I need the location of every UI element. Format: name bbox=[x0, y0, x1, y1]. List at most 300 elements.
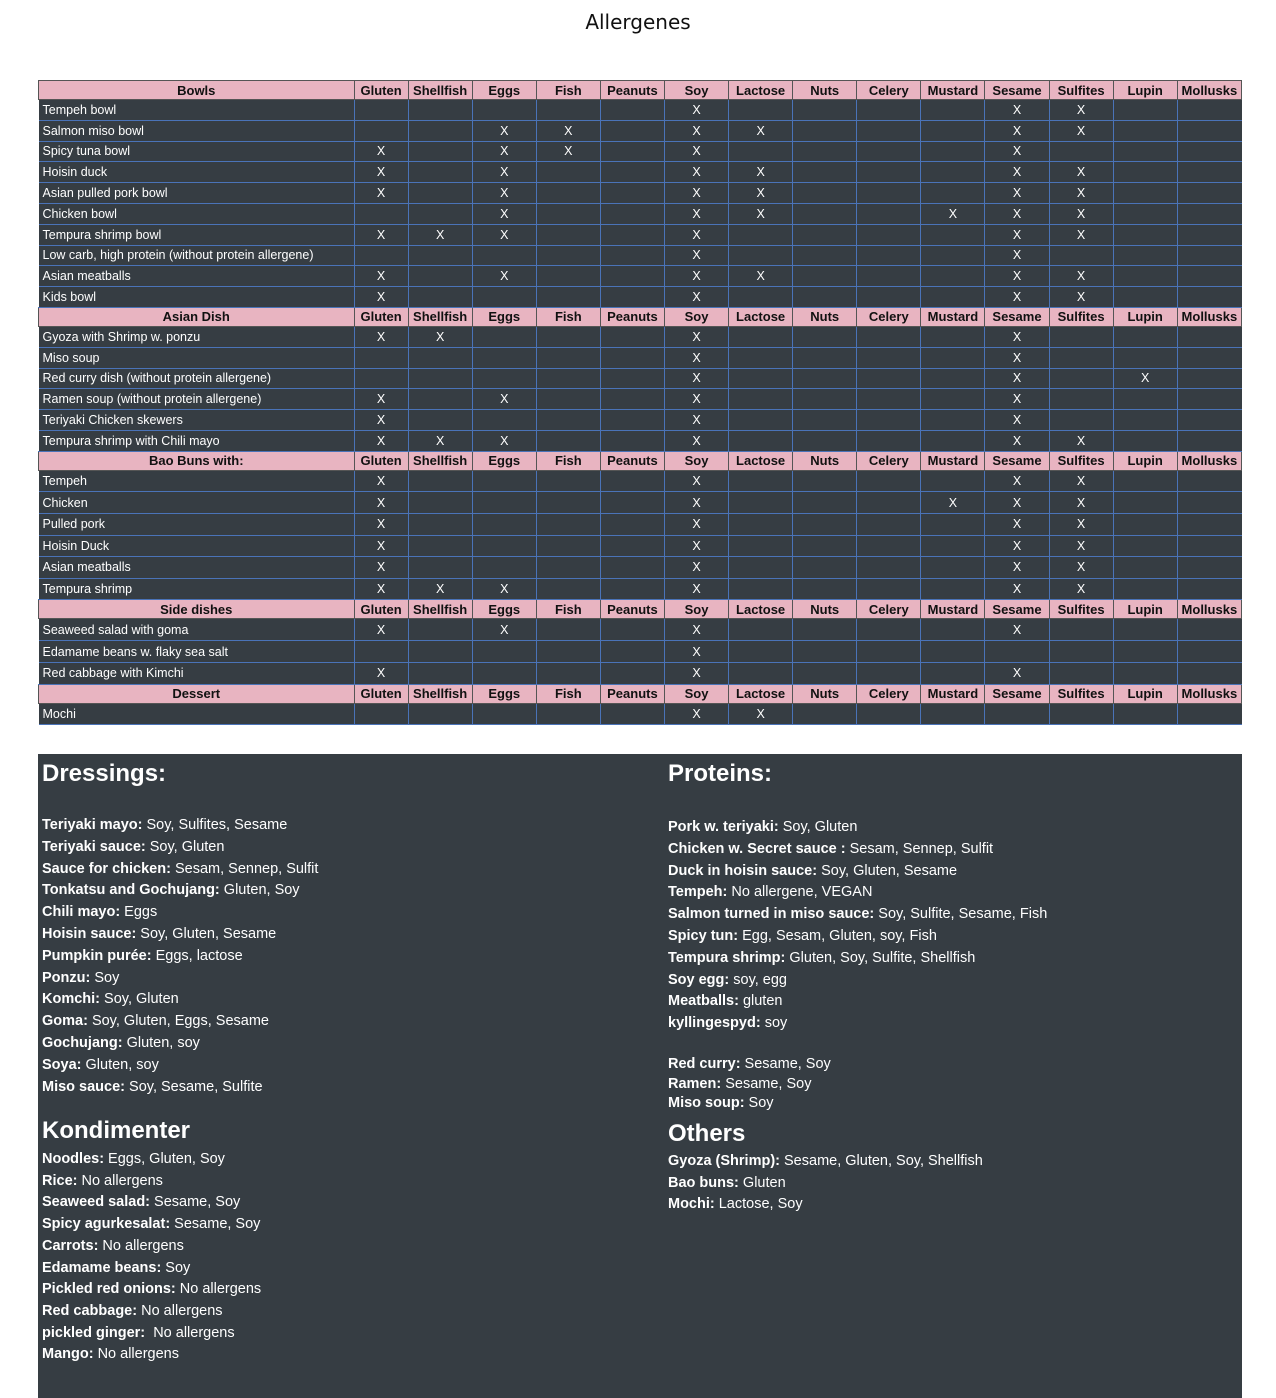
allergen-cell bbox=[793, 368, 857, 389]
allergen-column-header: Fish bbox=[536, 684, 600, 703]
allergen-cell bbox=[536, 245, 600, 266]
protein-extra-item bbox=[668, 1055, 831, 1073]
allergen-cell bbox=[921, 368, 985, 389]
allergen-cell bbox=[536, 347, 600, 368]
item-allergens: Eggs bbox=[120, 904, 158, 921]
allergen-cell bbox=[408, 641, 472, 663]
allergen-cell bbox=[857, 347, 921, 368]
item-label: Soy egg: bbox=[668, 971, 730, 988]
section-title: Dessert bbox=[39, 684, 355, 703]
table-row bbox=[39, 368, 1242, 389]
allergen-cell bbox=[921, 470, 985, 492]
allergen-cell bbox=[600, 203, 664, 224]
allergen-cell bbox=[793, 619, 857, 641]
allergen-cell: X bbox=[985, 368, 1049, 389]
allergen-cell bbox=[857, 162, 921, 183]
allergen-column-header: Mollusks bbox=[1177, 307, 1241, 326]
allergen-cell: X bbox=[354, 513, 408, 535]
allergen-cell bbox=[1049, 703, 1113, 725]
allergen-cell bbox=[1113, 619, 1177, 641]
item-label: Chicken w. Secret sauce : bbox=[668, 840, 846, 857]
allergen-cell bbox=[1177, 619, 1241, 641]
allergen-cell bbox=[1049, 410, 1113, 431]
allergen-column-header: Sulfites bbox=[1049, 451, 1113, 470]
allergen-cell bbox=[1177, 389, 1241, 410]
allergen-cell bbox=[793, 557, 857, 579]
allergen-cell: X bbox=[354, 430, 408, 451]
allergen-cell bbox=[472, 368, 536, 389]
allergen-cell bbox=[408, 492, 472, 514]
allergen-cell bbox=[408, 389, 472, 410]
allergen-cell bbox=[472, 347, 536, 368]
allergen-cell bbox=[536, 703, 600, 725]
allergen-column-header: Shellfish bbox=[408, 307, 472, 326]
allergen-column-header: Lactose bbox=[729, 81, 793, 100]
item-allergens: Gluten, Soy bbox=[219, 882, 300, 899]
dish-name: Kids bowl bbox=[39, 287, 355, 308]
allergen-cell bbox=[536, 100, 600, 121]
allergen-cell bbox=[729, 389, 793, 410]
allergen-cell: X bbox=[985, 120, 1049, 141]
allergen-column-header: Sulfites bbox=[1049, 600, 1113, 619]
allergen-cell bbox=[536, 183, 600, 204]
allergen-cell: X bbox=[354, 266, 408, 287]
allergen-column-header: Lupin bbox=[1113, 451, 1177, 470]
item-label: Duck in hoisin sauce: bbox=[668, 862, 818, 879]
allergen-cell: X bbox=[472, 619, 536, 641]
allergen-cell bbox=[793, 183, 857, 204]
kondiment-item bbox=[42, 1237, 184, 1255]
allergen-cell: X bbox=[354, 619, 408, 641]
protein-item bbox=[668, 992, 782, 1010]
allergen-cell bbox=[408, 535, 472, 557]
allergen-cell bbox=[1177, 430, 1241, 451]
allergen-cell bbox=[600, 703, 664, 725]
item-allergens: No allergens bbox=[137, 1302, 223, 1319]
table-row bbox=[39, 535, 1242, 557]
allergen-column-header: Lactose bbox=[729, 600, 793, 619]
allergen-column-header: Sulfites bbox=[1049, 684, 1113, 703]
allergen-cell: X bbox=[1049, 557, 1113, 579]
allergen-cell bbox=[472, 492, 536, 514]
allergen-column-header: Soy bbox=[664, 600, 728, 619]
allergen-cell bbox=[921, 619, 985, 641]
table-row bbox=[39, 287, 1242, 308]
allergen-cell bbox=[472, 100, 536, 121]
allergen-cell bbox=[1177, 326, 1241, 347]
allergen-column-header: Mustard bbox=[921, 307, 985, 326]
section-title: Side dishes bbox=[39, 600, 355, 619]
allergen-cell: X bbox=[729, 162, 793, 183]
dressing-item bbox=[42, 947, 243, 965]
item-label: Tempeh: bbox=[668, 884, 728, 901]
allergen-cell bbox=[472, 557, 536, 579]
allergen-column-header: Lupin bbox=[1113, 684, 1177, 703]
section-title: Bao Buns with: bbox=[39, 451, 355, 470]
allergen-column-header: Mollusks bbox=[1177, 81, 1241, 100]
protein-item bbox=[668, 862, 957, 880]
allergen-cell bbox=[793, 492, 857, 514]
allergen-cell bbox=[1177, 141, 1241, 162]
kondiment-item bbox=[42, 1345, 179, 1363]
allergen-cell bbox=[408, 662, 472, 684]
allergen-cell: X bbox=[664, 535, 728, 557]
protein-item bbox=[668, 971, 787, 989]
allergen-cell bbox=[729, 368, 793, 389]
dressing-item bbox=[42, 1056, 159, 1074]
item-allergens: Soy bbox=[90, 969, 120, 986]
allergen-cell: X bbox=[354, 662, 408, 684]
allergen-cell bbox=[921, 224, 985, 245]
item-label: Spicy tun: bbox=[668, 928, 739, 944]
item-allergens: Eggs, Gluten, Soy bbox=[104, 1151, 225, 1167]
item-label: Teriyaki mayo: bbox=[42, 817, 143, 833]
allergen-cell bbox=[1113, 662, 1177, 684]
allergen-cell bbox=[600, 326, 664, 347]
item-allergens: Gluten, soy bbox=[122, 1035, 200, 1051]
allergen-cell bbox=[793, 535, 857, 557]
allergen-cell bbox=[1177, 287, 1241, 308]
allergen-cell bbox=[857, 368, 921, 389]
item-label: Soya: bbox=[42, 1056, 82, 1073]
kondiment-item bbox=[42, 1172, 163, 1190]
allergen-cell bbox=[1177, 347, 1241, 368]
dish-name: Spicy tuna bowl bbox=[39, 141, 355, 162]
allergen-cell bbox=[408, 162, 472, 183]
allergen-cell bbox=[1113, 492, 1177, 514]
allergen-cell bbox=[1113, 535, 1177, 557]
allergen-column-header: Fish bbox=[536, 81, 600, 100]
allergen-cell bbox=[921, 703, 985, 725]
allergen-cell bbox=[1049, 619, 1113, 641]
allergen-cell bbox=[1113, 557, 1177, 579]
allergen-cell: X bbox=[536, 141, 600, 162]
allergen-cell bbox=[1049, 326, 1113, 347]
allergen-cell: X bbox=[1049, 100, 1113, 121]
allergen-cell: X bbox=[354, 492, 408, 514]
allergen-info-panel bbox=[38, 754, 1242, 1398]
allergen-cell bbox=[600, 245, 664, 266]
allergen-cell: X bbox=[664, 120, 728, 141]
allergen-cell bbox=[1049, 368, 1113, 389]
allergen-cell bbox=[857, 662, 921, 684]
table-row bbox=[39, 162, 1242, 183]
dish-name: Mochi bbox=[39, 703, 355, 725]
allergen-cell bbox=[1177, 120, 1241, 141]
allergen-cell bbox=[1113, 326, 1177, 347]
item-allergens: gluten bbox=[738, 993, 783, 1010]
allergen-column-header: Soy bbox=[664, 81, 728, 100]
allergen-cell bbox=[1177, 662, 1241, 684]
allergen-column-header: Shellfish bbox=[408, 81, 472, 100]
allergen-column-header: Celery bbox=[857, 81, 921, 100]
allergen-cell bbox=[793, 203, 857, 224]
item-label: Ramen: bbox=[668, 1075, 722, 1092]
allergen-column-header: Peanuts bbox=[600, 684, 664, 703]
allergen-cell bbox=[472, 662, 536, 684]
allergen-cell: X bbox=[472, 578, 536, 600]
allergen-cell bbox=[985, 641, 1049, 663]
allergen-cell: X bbox=[985, 245, 1049, 266]
allergen-cell: X bbox=[354, 410, 408, 431]
allergen-column-header: Eggs bbox=[472, 307, 536, 326]
allergen-cell: X bbox=[664, 492, 728, 514]
kondiment-item bbox=[42, 1215, 260, 1233]
allergen-cell: X bbox=[472, 224, 536, 245]
allergen-cell bbox=[857, 619, 921, 641]
allergen-cell bbox=[921, 410, 985, 431]
allergen-cell: X bbox=[1049, 470, 1113, 492]
allergen-cell: X bbox=[1049, 492, 1113, 514]
allergen-cell bbox=[1113, 245, 1177, 266]
dish-name: Red curry dish (without protein allergene) bbox=[39, 368, 355, 389]
allergen-cell bbox=[1177, 203, 1241, 224]
allergen-cell bbox=[857, 120, 921, 141]
allergen-column-header: Peanuts bbox=[600, 451, 664, 470]
allergen-cell bbox=[1113, 287, 1177, 308]
item-label: Pickled red onions: bbox=[42, 1281, 176, 1298]
section-title: Bowls bbox=[39, 81, 355, 100]
item-allergens: Soy bbox=[161, 1259, 191, 1276]
allergen-cell bbox=[600, 162, 664, 183]
item-allergens: Soy, Gluten, Eggs, Sesame bbox=[87, 1013, 269, 1030]
allergen-column-header: Lactose bbox=[729, 451, 793, 470]
dressing-item bbox=[42, 903, 157, 921]
item-label: kyllingespyd: bbox=[668, 1015, 761, 1032]
allergen-cell: X bbox=[354, 141, 408, 162]
item-allergens: Gluten, soy bbox=[81, 1056, 159, 1073]
allergen-column-header: Lupin bbox=[1113, 307, 1177, 326]
item-label: Mochi: bbox=[668, 1196, 715, 1212]
allergen-cell bbox=[354, 100, 408, 121]
dish-name: Low carb, high protein (without protein allergene) bbox=[39, 245, 355, 266]
dish-name: Hoisin Duck bbox=[39, 535, 355, 557]
item-allergens: Sesame, Soy bbox=[721, 1075, 812, 1092]
allergen-cell: X bbox=[664, 245, 728, 266]
allergen-cell bbox=[793, 245, 857, 266]
allergen-cell bbox=[729, 662, 793, 684]
allergen-cell bbox=[536, 430, 600, 451]
allergen-cell bbox=[472, 535, 536, 557]
allergen-cell bbox=[729, 347, 793, 368]
other-item bbox=[668, 1152, 983, 1170]
allergen-column-header: Mustard bbox=[921, 451, 985, 470]
allergen-cell: X bbox=[1049, 578, 1113, 600]
allergen-cell bbox=[921, 662, 985, 684]
allergen-cell bbox=[729, 513, 793, 535]
allergen-cell bbox=[600, 470, 664, 492]
allergen-cell: X bbox=[664, 183, 728, 204]
allergen-cell bbox=[1177, 535, 1241, 557]
allergen-cell bbox=[793, 224, 857, 245]
allergen-cell bbox=[600, 662, 664, 684]
allergen-column-header: Mollusks bbox=[1177, 684, 1241, 703]
allergen-cell: X bbox=[664, 224, 728, 245]
allergen-cell: X bbox=[664, 287, 728, 308]
dressings-title: Dressings: bbox=[42, 760, 167, 787]
allergen-column-header: Eggs bbox=[472, 451, 536, 470]
item-allergens: Gluten bbox=[738, 1174, 786, 1191]
allergen-cell: X bbox=[1049, 120, 1113, 141]
allergen-column-header: Eggs bbox=[472, 600, 536, 619]
item-allergens: Soy, Gluten, Sesame bbox=[817, 862, 958, 879]
allergen-column-header: Soy bbox=[664, 684, 728, 703]
item-allergens: Soy, Sesame, Sulfite bbox=[125, 1078, 263, 1095]
allergen-cell bbox=[921, 120, 985, 141]
allergen-column-header: Fish bbox=[536, 600, 600, 619]
allergen-cell: X bbox=[985, 513, 1049, 535]
allergen-cell: X bbox=[664, 470, 728, 492]
allergen-cell bbox=[600, 535, 664, 557]
dressing-item bbox=[42, 1034, 200, 1052]
allergen-cell: X bbox=[985, 557, 1049, 579]
allergen-cell bbox=[793, 470, 857, 492]
allergen-cell: X bbox=[985, 389, 1049, 410]
allergen-cell bbox=[1177, 578, 1241, 600]
allergen-column-header: Gluten bbox=[354, 684, 408, 703]
allergen-cell: X bbox=[1049, 513, 1113, 535]
allergen-column-header: Sesame bbox=[985, 684, 1049, 703]
allergen-cell bbox=[408, 245, 472, 266]
protein-item bbox=[668, 840, 993, 858]
allergen-cell: X bbox=[664, 100, 728, 121]
allergen-column-header: Celery bbox=[857, 307, 921, 326]
allergen-cell bbox=[600, 430, 664, 451]
allergen-cell: X bbox=[354, 326, 408, 347]
item-allergens: Soy, Gluten, Sesame bbox=[136, 926, 277, 942]
allergen-column-header: Eggs bbox=[472, 81, 536, 100]
allergen-cell bbox=[354, 641, 408, 663]
allergen-cell bbox=[600, 224, 664, 245]
kondiment-item bbox=[42, 1302, 223, 1320]
dressing-item bbox=[42, 1078, 263, 1096]
item-allergens: Egg, Sesam, Gluten, soy, Fish bbox=[738, 928, 937, 944]
allergen-cell: X bbox=[985, 578, 1049, 600]
allergen-column-header: Lactose bbox=[729, 307, 793, 326]
allergen-column-header: Shellfish bbox=[408, 451, 472, 470]
allergen-cell bbox=[536, 389, 600, 410]
allergen-cell bbox=[729, 557, 793, 579]
allergen-cell bbox=[793, 162, 857, 183]
allergen-cell bbox=[1177, 470, 1241, 492]
allergen-cell: X bbox=[664, 203, 728, 224]
allergen-cell bbox=[408, 120, 472, 141]
allergen-cell bbox=[1113, 513, 1177, 535]
table-row bbox=[39, 578, 1242, 600]
allergen-cell: X bbox=[664, 141, 728, 162]
allergen-cell: X bbox=[985, 492, 1049, 514]
section-header-row bbox=[39, 684, 1242, 703]
dressing-item bbox=[42, 969, 119, 987]
allergen-cell bbox=[1113, 203, 1177, 224]
dressing-item bbox=[42, 881, 300, 899]
allergen-cell bbox=[408, 287, 472, 308]
allergen-column-header: Fish bbox=[536, 451, 600, 470]
dish-name: Seaweed salad with goma bbox=[39, 619, 355, 641]
allergen-cell bbox=[921, 100, 985, 121]
protein-item bbox=[668, 927, 937, 945]
allergen-cell bbox=[921, 641, 985, 663]
item-allergens: Soy, Sulfite, Sesame, Fish bbox=[874, 906, 1048, 923]
allergen-column-header: Sulfites bbox=[1049, 307, 1113, 326]
allergen-cell bbox=[600, 578, 664, 600]
allergen-cell bbox=[921, 287, 985, 308]
allergen-cell bbox=[857, 578, 921, 600]
allergen-cell bbox=[600, 100, 664, 121]
dressing-item bbox=[42, 816, 287, 834]
item-label: Tonkatsu and Gochujang: bbox=[42, 882, 220, 899]
allergen-cell bbox=[1113, 347, 1177, 368]
allergen-cell: X bbox=[472, 430, 536, 451]
allergen-cell bbox=[408, 347, 472, 368]
allergen-cell: X bbox=[472, 203, 536, 224]
allergen-cell: X bbox=[354, 183, 408, 204]
allergen-column-header: Shellfish bbox=[408, 684, 472, 703]
allergen-cell bbox=[536, 287, 600, 308]
allergen-cell: X bbox=[664, 410, 728, 431]
allergen-cell: X bbox=[729, 183, 793, 204]
allergen-cell bbox=[408, 557, 472, 579]
allergen-cell bbox=[857, 430, 921, 451]
allergen-column-header: Gluten bbox=[354, 307, 408, 326]
allergen-cell bbox=[729, 326, 793, 347]
allergen-cell bbox=[536, 266, 600, 287]
allergen-cell: X bbox=[985, 162, 1049, 183]
allergen-cell bbox=[1177, 183, 1241, 204]
allergen-cell bbox=[536, 557, 600, 579]
allergen-column-header: Sesame bbox=[985, 451, 1049, 470]
dressing-item bbox=[42, 925, 276, 943]
item-label: Gyoza (Shrimp): bbox=[668, 1153, 780, 1169]
allergen-cell: X bbox=[664, 162, 728, 183]
allergen-cell bbox=[729, 470, 793, 492]
allergen-cell bbox=[729, 287, 793, 308]
allergen-cell: X bbox=[729, 203, 793, 224]
allergen-cell: X bbox=[664, 389, 728, 410]
item-allergens: No allergene, VEGAN bbox=[727, 884, 873, 901]
allergen-cell bbox=[408, 470, 472, 492]
allergen-cell: X bbox=[985, 535, 1049, 557]
allergen-cell bbox=[857, 535, 921, 557]
item-label: Ponzu: bbox=[42, 969, 91, 986]
item-label: Hoisin sauce: bbox=[42, 926, 137, 942]
allergen-cell bbox=[600, 347, 664, 368]
allergen-cell bbox=[354, 120, 408, 141]
item-allergens: No allergens bbox=[77, 1172, 163, 1189]
kondimenter-title: Kondimenter bbox=[42, 1117, 191, 1144]
allergen-cell bbox=[536, 492, 600, 514]
allergen-cell bbox=[793, 326, 857, 347]
allergen-cell bbox=[1113, 141, 1177, 162]
allergen-cell: X bbox=[1049, 224, 1113, 245]
dish-name: Chicken bbox=[39, 492, 355, 514]
allergen-cell bbox=[408, 703, 472, 725]
allergen-cell bbox=[921, 183, 985, 204]
allergen-cell: X bbox=[921, 203, 985, 224]
allergen-cell bbox=[600, 492, 664, 514]
allergen-cell: X bbox=[408, 430, 472, 451]
allergen-cell bbox=[921, 578, 985, 600]
allergen-cell bbox=[536, 203, 600, 224]
item-label: Mango: bbox=[42, 1346, 94, 1363]
allergen-cell bbox=[1113, 100, 1177, 121]
allergen-cell bbox=[408, 368, 472, 389]
allergen-cell bbox=[857, 224, 921, 245]
allergen-cell bbox=[600, 141, 664, 162]
allergen-cell bbox=[408, 266, 472, 287]
allergen-cell bbox=[600, 368, 664, 389]
dish-name: Edamame beans w. flaky sea salt bbox=[39, 641, 355, 663]
